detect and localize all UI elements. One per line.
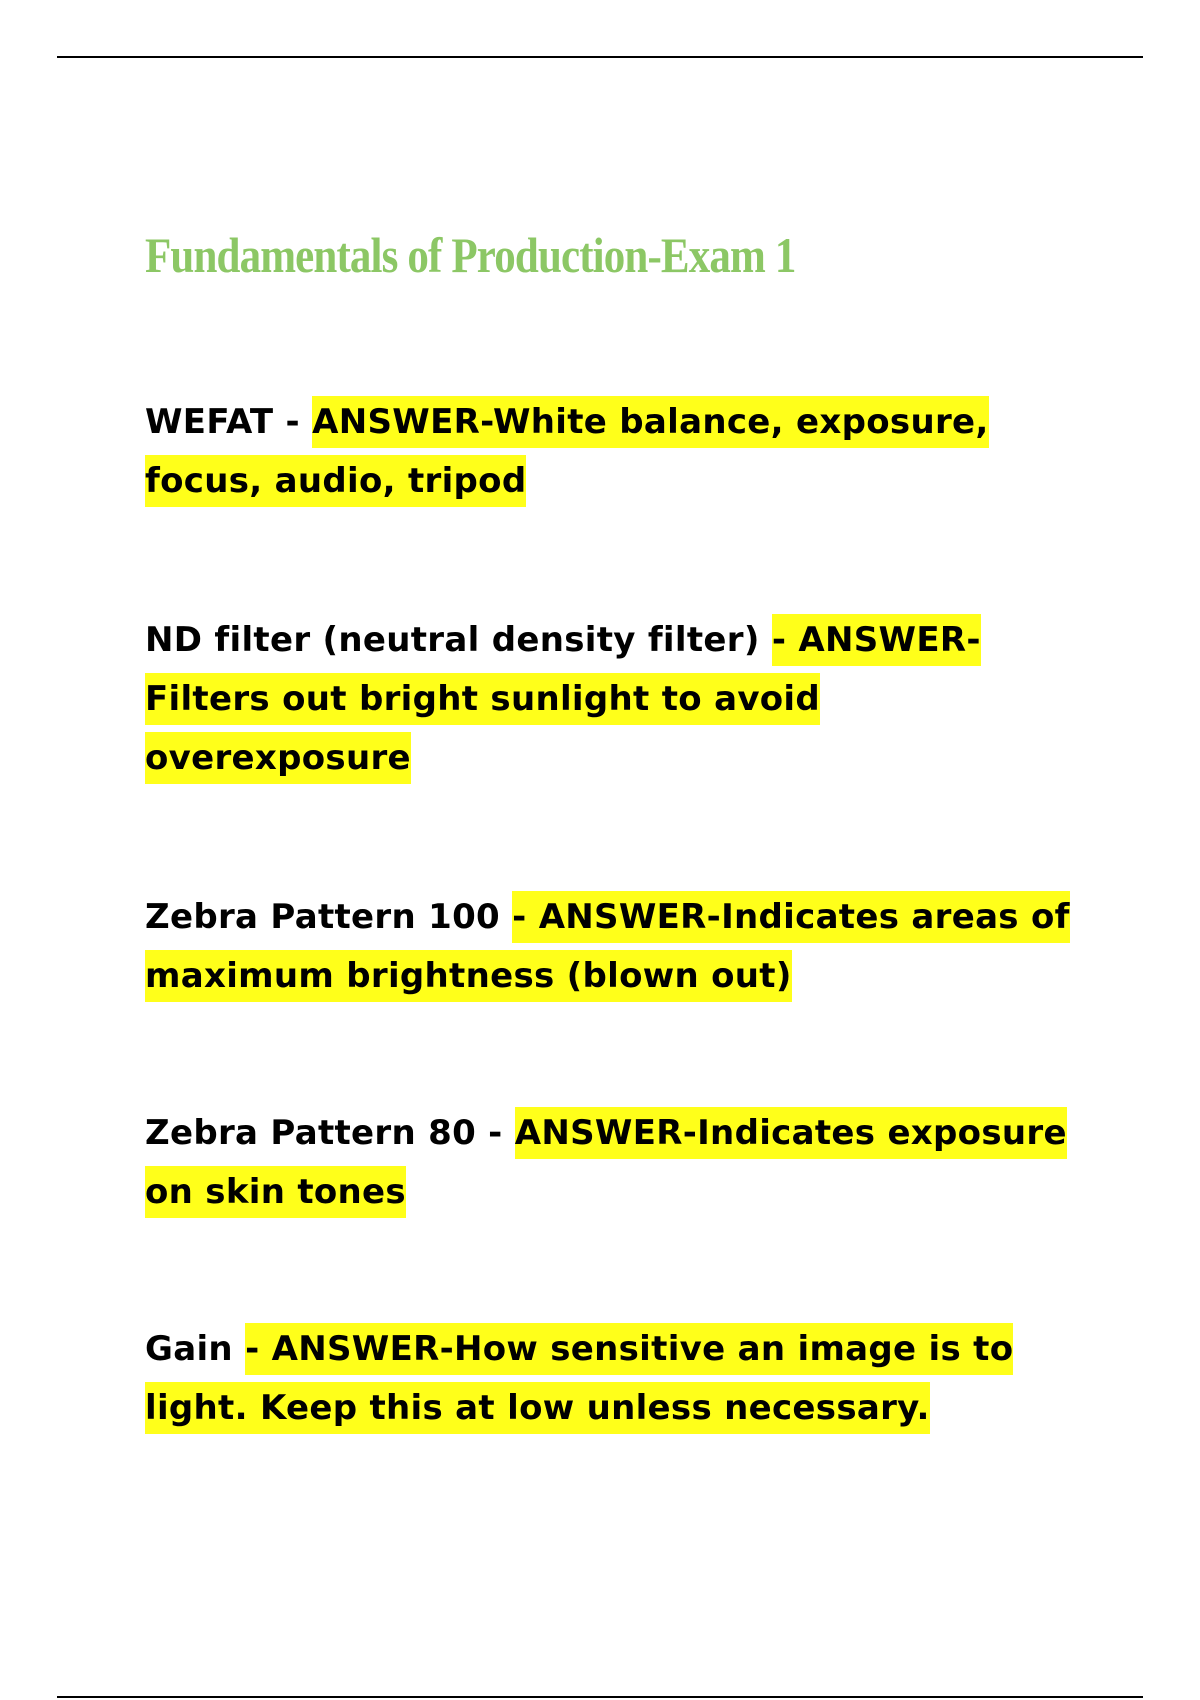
flashcard-item <box>145 1104 1095 1222</box>
document-title: Fundamentals of Production-Exam 1 <box>145 227 796 283</box>
separator: - <box>273 402 313 442</box>
highlighted-answer: - ANSWER-Indicates areas of maximum brightness (blown out) <box>145 891 1070 1002</box>
separator: - <box>476 1113 515 1153</box>
highlighted-answer: - ANSWER-How sensitive an image is to light. Keep this at low unless necessary. <box>145 1323 1013 1434</box>
term: Zebra Pattern 80 <box>145 1113 477 1153</box>
separator <box>233 1329 245 1369</box>
footer-rule <box>57 1696 1143 1698</box>
separator <box>760 620 772 660</box>
flashcard-item <box>145 888 1095 1006</box>
highlighted-answer: ANSWER-White balance, exposure, focus, audio, tripod <box>145 396 989 507</box>
highlighted-answer: - ANSWER-Filters out bright sunlight to avoid overexposure <box>145 614 981 784</box>
term: Gain <box>145 1329 233 1369</box>
term: WEFAT <box>145 402 274 442</box>
flashcard-item <box>145 1320 1095 1438</box>
separator <box>500 897 512 937</box>
term: Zebra Pattern 100 <box>145 897 500 937</box>
flashcard-item <box>145 393 1095 511</box>
highlighted-answer: ANSWER-Indicates exposure on skin tones <box>145 1107 1067 1218</box>
term: ND filter (neutral density filter) <box>145 620 760 660</box>
header-rule <box>57 56 1143 58</box>
flashcard-item <box>145 611 1095 788</box>
